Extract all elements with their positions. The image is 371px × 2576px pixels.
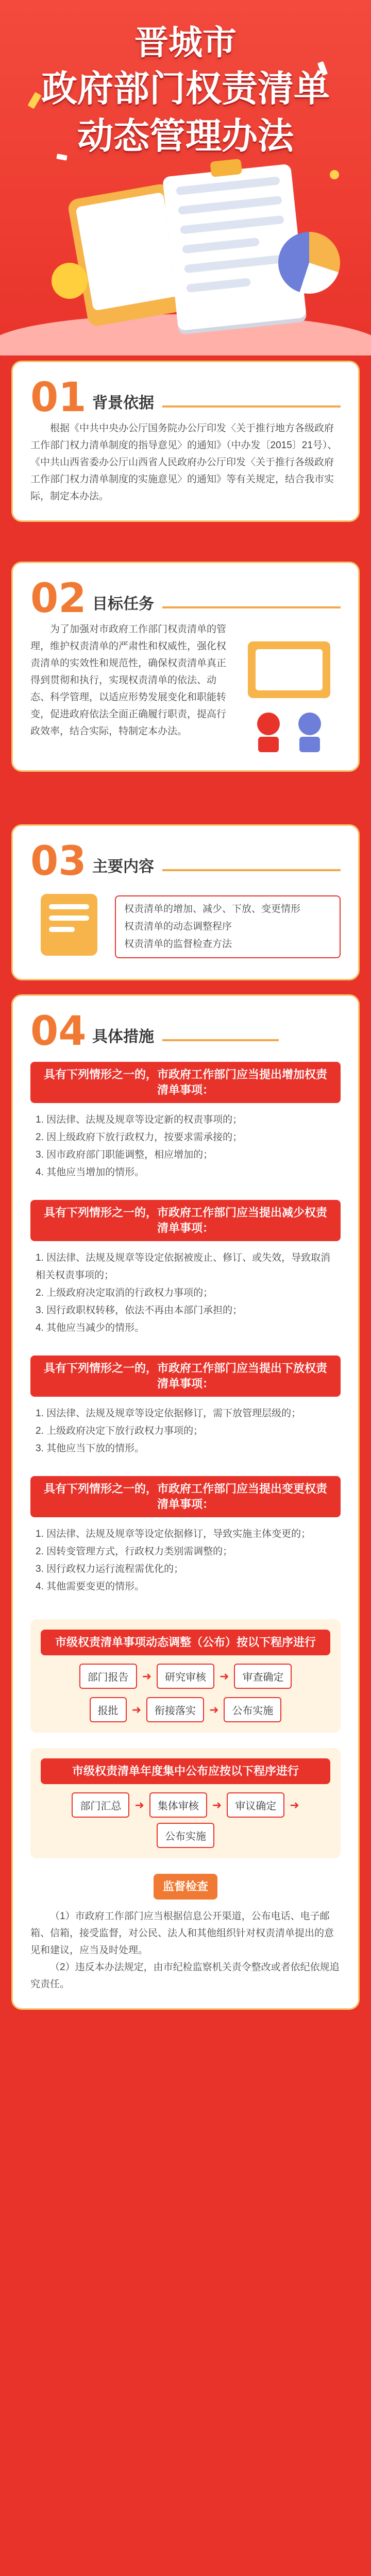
section-text: 为了加强对市政府工作部门权责清单的管理，维护权责清单的严肃性和权威性，强化权责清单的实效性和规范性，确保权责清单真正得到贯彻和执行，实现权责清单的依法、动态、科学管理，以适应形势发展变化和职能转变，促进政府依法全面正确履行职责，提高行政效率，结合实际，特制定本办法。 [30,624,227,737]
adjust-flow: 市级权责清单事项动态调整（公布）按以下程序进行 部门报告 ➜ 研究审核 ➜ 审查确定 报批 ➜ 衔接落实 ➜ 公布实施 [30,1619,341,1733]
supervision-block [30,1874,341,1993]
hero-banner [0,0,371,355]
flow-node: 公布实施 [224,1697,281,1722]
hero-title-line2: 政府部门权责清单 [41,67,330,110]
flow-header: 市级权责清单事项动态调整（公布）按以下程序进行 [41,1630,330,1655]
supervision-text: （1）市政府工作部门应当根据信息公开渠道，公布电话、电子邮箱、信箱，接受监督，对公民、法人和其他组织针对权责清单提出的意见和建议，应当及时处理。 [30,1911,334,1956]
list-item: 3. 因市政府部门职能调整，相应增加的； [36,1149,213,1160]
content-card [11,824,360,980]
list-item: 1. 因法律、法规及规章等设定新的权责事项的； [36,1114,243,1125]
list-item: 3. 因行政权力运行流程需优化的； [36,1564,184,1574]
section-title: 具体措施 [92,1028,154,1045]
section-background [11,361,360,522]
lightbulb-icon [52,263,88,299]
flow-node: 审议确定 [227,1792,284,1818]
flow-header: 市级权责清单年度集中公布应按以下程序进行 [41,1758,330,1784]
list-item: 3. 因行政职权转移，依法不再由本部门承担的； [36,1305,243,1316]
flow-node: 研究审核 [157,1664,214,1689]
flow-node: 报批 [90,1697,127,1722]
list-item: 1. 因法律、法规及规章等设定依据修订，需下放管理层级的； [36,1408,301,1419]
section-title: 主要内容 [92,858,154,875]
change-group [30,1476,341,1604]
section-title: 目标任务 [92,596,154,613]
supervision-header: 监督检查 [154,1874,217,1900]
list-item: 权责清单的增加、减少、下放、变更情形 [124,903,301,914]
hero-title-line3: 动态管理办法 [77,115,294,157]
list-item: 2. 上级政府决定下放行政权力事项的； [36,1426,204,1436]
section-content [11,824,360,980]
list-item: 权责清单的动态调整程序 [124,921,232,932]
hero-title-line1: 晋城市 [134,23,237,62]
flow-node: 部门报告 [79,1664,137,1689]
hero-title [0,21,371,160]
decrease-group [30,1200,341,1345]
section-number: 02 [30,575,87,622]
background-card [11,361,360,522]
list-item: 4. 其他需要变更的情形。 [36,1581,145,1592]
group-header: 具有下列情形之一的，市政府工作部门应当提出减少权责清单事项： [30,1200,341,1241]
section-number: 04 [30,1008,87,1055]
section-number: 03 [30,838,87,885]
section-text: 根据《中共中央办公厅国务院办公厅印发〈关于推行地方各级政府工作部门权力清单制度的指导意见〉的通知》（中办发〔2015〕21号）、《中共山西省委办公厅山西省人民政府办公厅印发〈关于推行各级政府工作部门权力清单制度的实施意见〉的通知》等有关规定，结合我市实际，制定本办法。 [30,423,338,502]
group-header: 具有下列情形之一的，市政府工作部门应当提出下放权责清单事项： [30,1355,341,1397]
list-item: 权责清单的监督检查方法 [124,938,232,950]
flow-node: 审查确定 [234,1664,292,1689]
list-item: 2. 因上级政府下放行政权力，按要求需承接的； [36,1132,243,1143]
group-header: 具有下列情形之一的，市政府工作部门应当提出变更权责清单事项： [30,1476,341,1517]
pie-chart-icon [278,232,340,294]
meeting-illustration [238,621,341,755]
list-item: 4. 其他应当增加的情形。 [36,1167,145,1178]
section-measures [11,994,360,2010]
list-item: 1. 因法律、法规及规章等设定依据修订，导致实施主体变更的； [36,1529,311,1539]
section-title: 背景依据 [92,395,154,412]
content-list [115,895,341,958]
section-goals [11,562,360,772]
delegate-group [30,1355,341,1466]
goals-card [11,562,360,772]
list-item: 1. 因法律、法规及规章等设定依据被废止、修订、或失效，导致取消相关权责事项的； [36,1252,331,1281]
content-illustration [30,884,108,963]
measures-card [11,994,360,2010]
flow-node: 部门汇总 [72,1792,129,1818]
list-item: 2. 上级政府决定取消的行政权力事项的； [36,1287,213,1298]
section-number: 01 [30,375,87,421]
increase-group [30,1062,341,1190]
list-item: 4. 其他应当减少的情形。 [36,1323,145,1333]
annual-flow: 市级权责清单年度集中公布应按以下程序进行 部门汇总 ➜ 集体审核 ➜ 审议确定 ➜ 公布实施 [30,1748,341,1858]
flow-node: 公布实施 [157,1823,214,1848]
group-header: 具有下列情形之一的，市政府工作部门应当提出增加权责清单事项： [30,1062,341,1103]
supervision-text: （2）违反本办法规定，由市纪检监察机关责令整改或者依纪依规追究责任。 [30,1962,340,1990]
flow-node: 衔接落实 [146,1697,204,1722]
flow-node: 集体审核 [149,1792,207,1818]
list-item: 2. 因转变管理方式，行政权力类别需调整的； [36,1546,233,1557]
list-item: 3. 其他应当下放的情形。 [36,1443,145,1454]
